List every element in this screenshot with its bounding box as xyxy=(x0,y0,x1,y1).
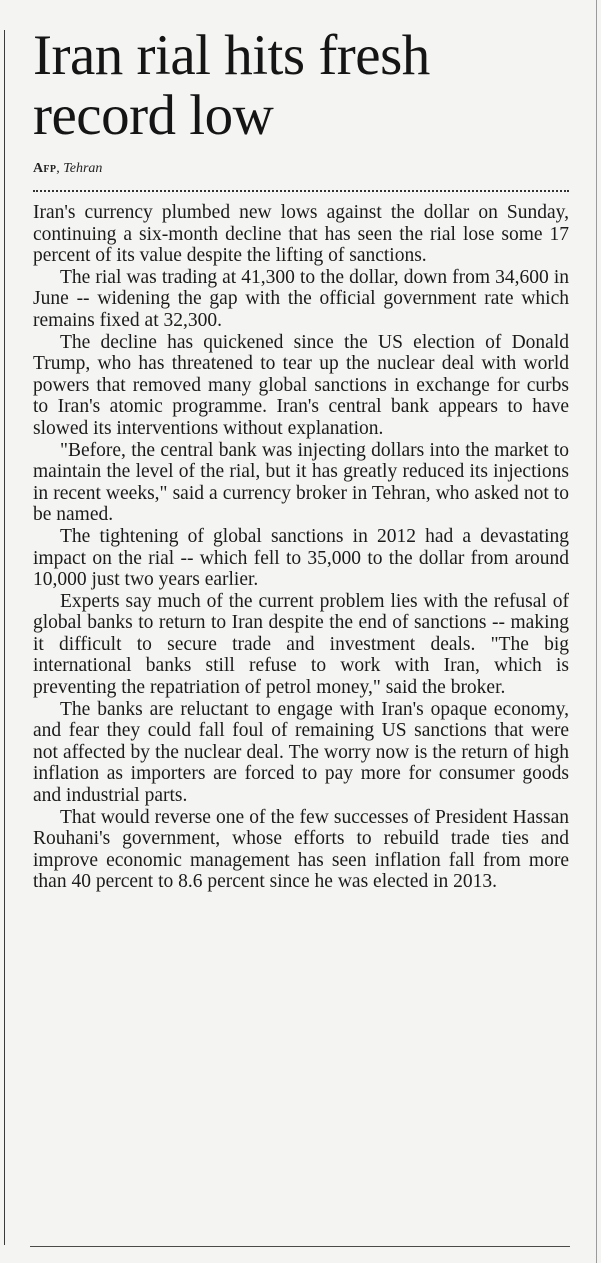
paragraph-5: The tightening of global sanctions in 2012 had a devastating impact on the rial -- which fell to 35,000 to the dollar from around 10,000 just two years earlier. xyxy=(33,525,569,591)
column-right-rule xyxy=(596,0,597,1263)
article-body xyxy=(33,202,569,893)
paragraph-8: That would reverse one of the few successes of President Hassan Rouhani's government, whose efforts to rebuild trade ties and improve economic management has seen inflation fall from more than 40 percent to 8.6 percent since he was elected in 2013. xyxy=(33,806,569,893)
paragraph-1: Iran's currency plumbed new lows against the dollar on Sunday, continuing a six-month decline that has seen the rial lose some 17 percent of its value despite the lifting of sanctions. xyxy=(33,202,569,267)
paragraph-2: The rial was trading at 41,300 to the dollar, down from 34,600 in June -- widening the gap with the official government rate which remains fixed at 32,300. xyxy=(33,266,569,331)
paragraph-6: Experts say much of the current problem lies with the refusal of global banks to return to Iran despite the end of sanctions -- making it difficult to secure trade and investment deals. "The big international banks still refuse to work with Iran, which is preventing the repatriation of petrol money," said the broker. xyxy=(33,590,569,699)
byline xyxy=(33,160,569,178)
paragraph-4: "Before, the central bank was injecting dollars into the market to maintain the level of the rial, but it has greatly reduced its injections in recent weeks," said a currency broker in Tehran, who asked not to be named. xyxy=(33,439,569,526)
news-article xyxy=(33,26,569,893)
paragraph-7: The banks are reluctant to engage with Iran's opaque economy, and fear they could fall foul of remaining US sanctions that were not affected by the nuclear deal. The worry now is the return of high inflation as importers are forced to pay more for consumer goods and industrial parts. xyxy=(33,698,569,807)
byline-agency: Afp xyxy=(33,161,57,176)
paragraph-3: The decline has quickened since the US election of Donald Trump, who has threatened to tear up the nuclear deal with world powers that removed many global sanctions in exchange for curbs to Iran's atomic programme. Iran's central bank appears to have slowed its interventions without explanation. xyxy=(33,331,569,439)
bottom-rule xyxy=(30,1246,570,1247)
byline-place: Tehran xyxy=(63,161,103,176)
headline: Iran rial hits fresh record low xyxy=(33,24,430,147)
dotted-divider xyxy=(33,190,569,192)
byline-separator: , xyxy=(56,161,60,176)
column-left-rule xyxy=(4,30,5,1245)
